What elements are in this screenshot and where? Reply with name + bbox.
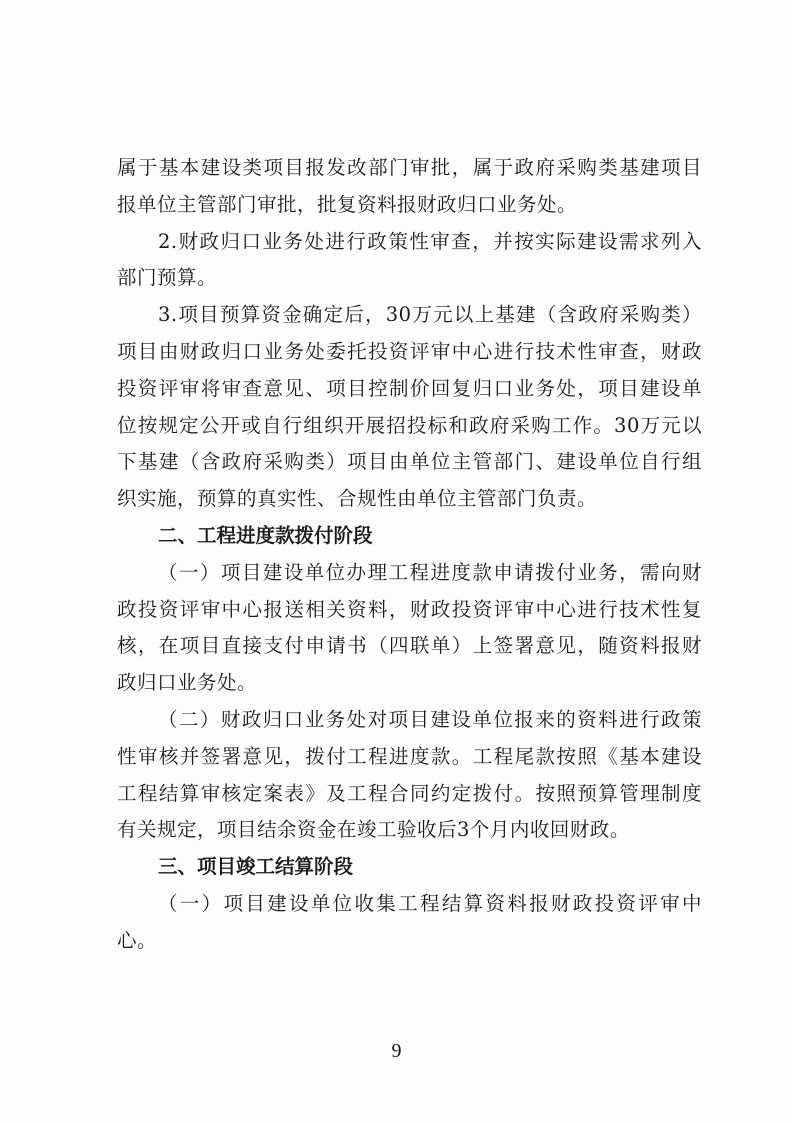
paragraph-line: 织实施，预算的真实性、合规性由单位主管部门负责。 [117, 487, 598, 511]
paragraph-line: 工程结算审核定案表》及工程合同约定拨付。按照预算管理制度 [117, 781, 702, 805]
page-number: 9 [391, 1040, 402, 1062]
paragraph-line: 部门预算。 [117, 266, 218, 290]
document-body [117, 150, 702, 960]
paragraph-line: 核，在项目直接支付申请书（四联单）上签署意见，随资料报财 [117, 634, 702, 658]
paragraph-line: （一）项目建设单位收集工程结算资料报财政投资评审中 [158, 891, 702, 915]
paragraph-line: 有关规定，项目结余资金在竣工验收后3个月内收回财政。 [117, 818, 630, 842]
section-heading: 三、项目竣工结算阶段 [158, 855, 354, 879]
paragraph-line: 2.财政归口业务处进行政策性审查，并按实际建设需求列入 [158, 229, 702, 253]
paragraph-line: 位按规定公开或自行组织开展招投标和政府采购工作。30万元以 [117, 413, 702, 437]
paragraph-line: 属于基本建设类项目报发改部门审批，属于政府采购类基建项目 [117, 156, 702, 179]
paragraph-line: 政投资评审中心报送相关资料，财政投资评审中心进行技术性复 [117, 597, 702, 621]
paragraph-line: 政归口业务处。 [117, 671, 258, 695]
paragraph-line: 3.项目预算资金确定后，30万元以上基建（含政府采购类） [158, 303, 702, 327]
paragraph-line: （一）项目建设单位办理工程进度款申请拨付业务，需向财 [158, 560, 702, 584]
paragraph-line: 报单位主管部门审批，批复资料报财政归口业务处。 [117, 192, 578, 216]
paragraph-line: 项目由财政归口业务处委托投资评审中心进行技术性审查，财政 [117, 339, 702, 363]
paragraph-line: 性审核并签署意见，拨付工程进度款。工程尾款按照《基本建设 [117, 744, 702, 768]
paragraph-line: 下基建（含政府采购类）项目由单位主管部门、建设单位自行组 [117, 450, 702, 474]
section-heading: 二、工程进度款拨付阶段 [158, 523, 373, 547]
paragraph-line: 投资评审将审查意见、项目控制价回复归口业务处，项目建设单 [117, 376, 702, 400]
paragraph-line: 心。 [117, 928, 158, 952]
paragraph-line: （二）财政归口业务处对项目建设单位报来的资料进行政策 [158, 707, 702, 731]
